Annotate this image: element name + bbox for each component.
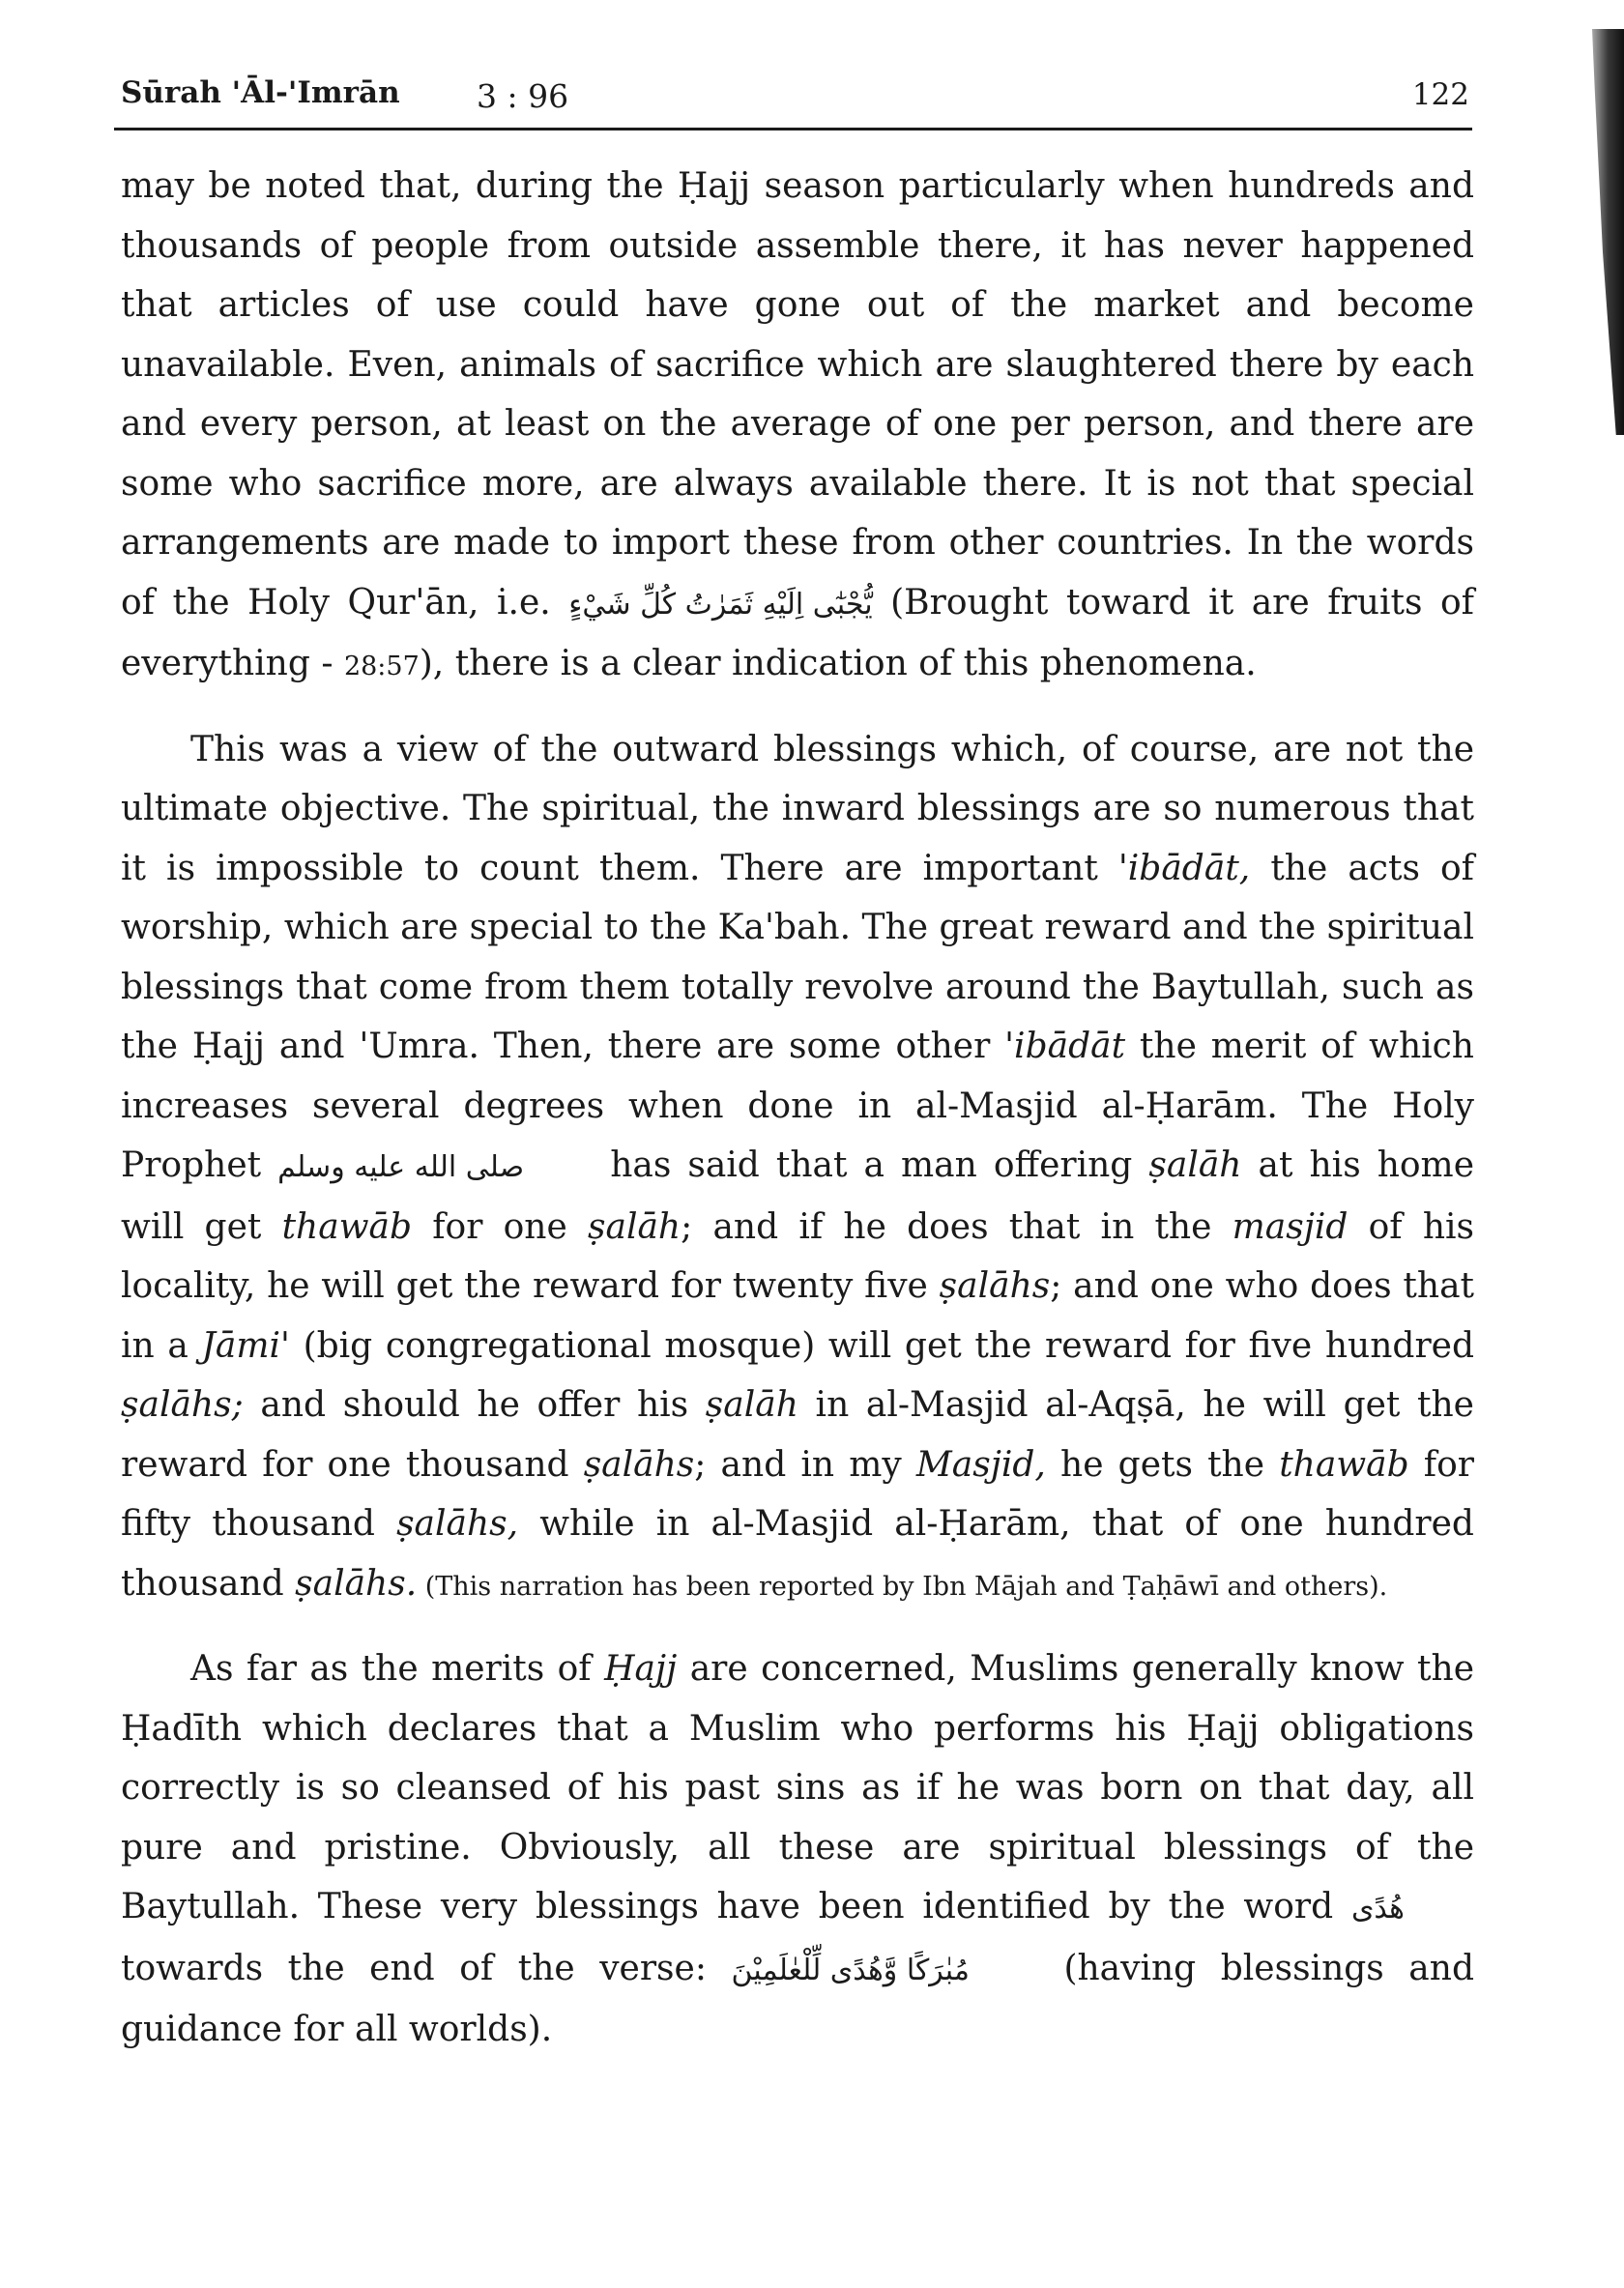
running-header [121, 70, 1469, 130]
arabic-verse-ending: مُبٰرَكًا وَّهُدًى لِّلْعٰلَمِيْنَ [731, 1953, 970, 1987]
body-text [121, 157, 1474, 2060]
paragraph-1: may be noted that, during the Ḥajj season particularly when hundreds and thousands of people from outside assemble there, it has never happened that articles of use could have gone out of the market and become unavailable. Even, animals of sacrifice which are slaughtered there by each and every person, at least on the average of one per person, and there are some who sacrifice more, are always available there. It is not that special arrangements are made to import these from other countries. In the words of the Holy Qur'ān, i.e. يُّجْبٰٓى اِلَيْهِ ثَمَرٰتُ كُلِّ شَيْءٍ (Brought toward it are fruits of everything - 28:57), there is a clear indication of this phenomena. [121, 166, 1474, 683]
paragraph-2: This was a view of the outward blessings which, of course, are not the ultimate objective. The spiritual, the inward blessings are so numerous that it is impossible to count them. There are important 'ibādāt, the acts of worship, which are special to the Ka'bah. The great reward and the spiritual blessings that come from them totally revolve around the Baytullah, such as the Ḥajj and 'Umra. Then, there are some other 'ibādāt the merit of which increases several degrees when done in al-Masjid al-Ḥarām. The Holy Prophet صلى الله عليه وسلم has said that a man offering ṣalāh at his home will get thawāb for one ṣalāh; and if he does that in the masjid of his locality, he will get the reward for twenty five ṣalāhs; and one who does that in a Jāmi' (big congregational mosque) will get the reward for five hundred ṣalāhs; and should he offer his ṣalāh in al-Masjid al-Aqṣā, he will get the reward for one thousand ṣalāhs; and in my Masjid, he gets the thawāb for fifty thousand ṣalāhs, while in al-Masjid al-Ḥarām, that of one hundred thousand ṣalāhs. (This narration has been reported by Ibn Mājah and Ṭaḥāwī and others). [121, 729, 1474, 1604]
surah-title: Sūrah 'Āl-'Imrān [121, 75, 400, 110]
paragraph-3: As far as the merits of Ḥajj are concerned, Muslims generally know the Ḥadīth which declares that a Muslim who performs his Ḥajj obligations correctly is so cleansed of his past sins as if he was born on that day, all pure and pristine. Obviously, all these are spiritual blessings of the Baytullah. These very blessings have been identified by the word هُدًى towards the end of the verse: مُبٰرَكًا وَّهُدًى لِّلْعٰلَمِيْنَ (having blessings and guidance for all worlds). [121, 1649, 1474, 2049]
arabic-word-guidance: هُدًى [1350, 1892, 1405, 1926]
arabic-salutation: صلى الله عليه وسلم [277, 1150, 525, 1184]
narration-note: (This narration has been reported by Ibn Mājah and Ṭaḥāwī and others). [417, 1571, 1388, 1602]
page-edge-shadow [1571, 29, 1624, 435]
header-divider [114, 128, 1472, 130]
arabic-quote-fruits: يُّجْبٰٓى اِلَيْهِ ثَمَرٰتُ كُلِّ شَيْءٍ [568, 587, 873, 622]
page-number: 122 [1411, 77, 1469, 112]
verse-reference: 3 : 96 [477, 77, 569, 115]
quran-reference: 28:57 [343, 652, 420, 681]
